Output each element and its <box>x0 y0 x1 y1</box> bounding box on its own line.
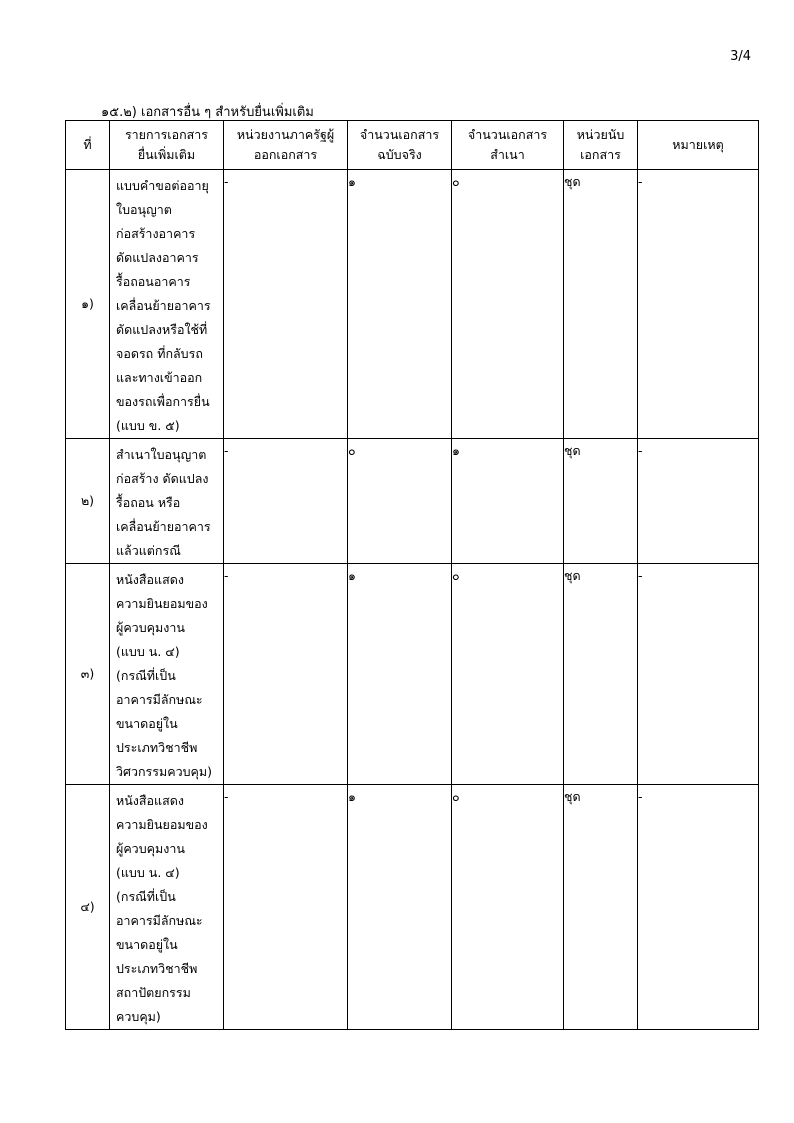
row-original-count: ๑ <box>348 564 452 785</box>
table-row <box>66 785 759 1030</box>
table-row <box>66 439 759 564</box>
row-remark: - <box>638 564 759 785</box>
header-item: รายการเอกสาร ยื่นเพิ่มเติม <box>110 121 224 170</box>
row-number: ๓) <box>66 564 110 785</box>
row-item: หนังสือแสดง ความยินยอมของ ผู้ควบคุมงาน (แบบ น. ๔) (กรณีที่เป็น อาคารมีลักษณะ ขนาดอยู่ใน ประเภทวิชาชีพ วิศวกรรมควบคุม) <box>110 564 224 785</box>
row-original-count: ๑ <box>348 785 452 1030</box>
table-row <box>66 564 759 785</box>
row-unit: ชุด <box>564 170 638 439</box>
header-remark: หมายเหตุ <box>638 121 759 170</box>
row-remark: - <box>638 439 759 564</box>
header-copy: จำนวนเอกสาร สำเนา <box>452 121 564 170</box>
row-unit: ชุด <box>564 564 638 785</box>
table-header-row <box>66 121 759 170</box>
row-agency: - <box>224 439 348 564</box>
page-number: 3/4 <box>730 49 751 64</box>
row-copy-count: ๐ <box>452 785 564 1030</box>
header-original: จำนวนเอกสาร ฉบับจริง <box>348 121 452 170</box>
table-row <box>66 170 759 439</box>
header-unit: หน่วยนับ เอกสาร <box>564 121 638 170</box>
row-agency: - <box>224 785 348 1030</box>
header-no: ที่ <box>66 121 110 170</box>
section-title: ๑๕.๒) เอกสารอื่น ๆ สำหรับยื่นเพิ่มเติม <box>101 105 314 120</box>
row-copy-count: ๐ <box>452 170 564 439</box>
header-agency: หน่วยงานภาครัฐผู้ ออกเอกสาร <box>224 121 348 170</box>
row-agency: - <box>224 170 348 439</box>
row-remark: - <box>638 785 759 1030</box>
row-item: แบบคำขอต่ออายุ ใบอนุญาต ก่อสร้างอาคาร ดัดแปลงอาคาร รื้อถอนอาคาร เคลื่อนย้ายอาคาร ดัดแปลงหรือใช้ที่ จอดรถ ที่กลับรถ และทางเข้าออก ของรถเพื่อการยื่น (แบบ ข. ๕) <box>110 170 224 439</box>
documents-table <box>65 120 759 1030</box>
row-copy-count: ๑ <box>452 439 564 564</box>
row-number: ๑) <box>66 170 110 439</box>
row-number: ๒) <box>66 439 110 564</box>
row-original-count: ๐ <box>348 439 452 564</box>
row-remark: - <box>638 170 759 439</box>
row-unit: ชุด <box>564 439 638 564</box>
row-item: หนังสือแสดง ความยินยอมของ ผู้ควบคุมงาน (แบบ น. ๔) (กรณีที่เป็น อาคารมีลักษณะ ขนาดอยู่ใน ประเภทวิชาชีพ สถาปัตยกรรม ควบคุม) <box>110 785 224 1030</box>
row-item: สำเนาใบอนุญาต ก่อสร้าง ดัดแปลง รื้อถอน หรือ เคลื่อนย้ายอาคาร แล้วแต่กรณี <box>110 439 224 564</box>
row-original-count: ๑ <box>348 170 452 439</box>
row-number: ๔) <box>66 785 110 1030</box>
row-unit: ชุด <box>564 785 638 1030</box>
row-agency: - <box>224 564 348 785</box>
row-copy-count: ๐ <box>452 564 564 785</box>
